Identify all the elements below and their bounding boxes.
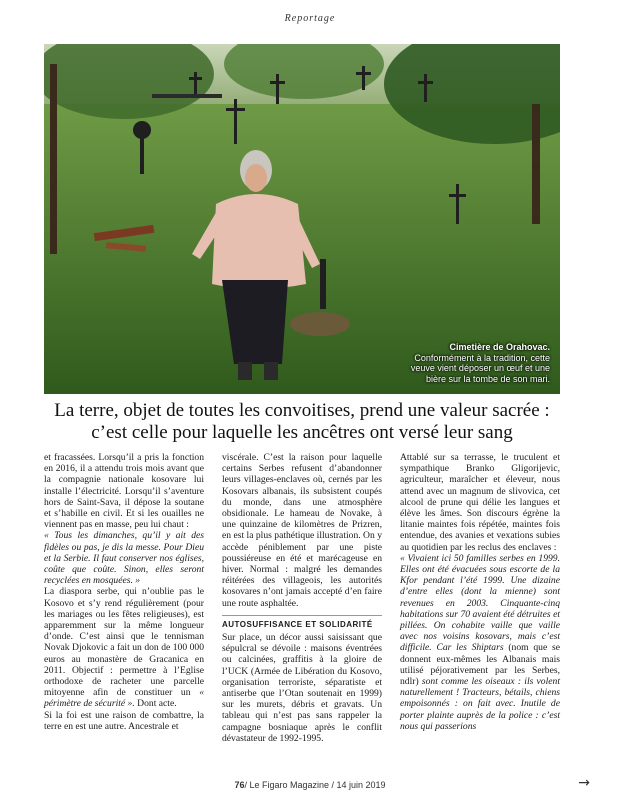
col1-paragraph-3: Si la foi est une raison de combattre, la terre en est une autre. Ancestrale et <box>44 709 204 732</box>
article-body <box>44 452 560 774</box>
cemetery-photo <box>44 44 560 394</box>
caption-body: Conformément à la tradition, cette veuve vient déposer un œuf et une bière sur la tombe de son mari. <box>410 352 550 384</box>
col3-quote-2: sont comme les oiseaux : ils volent naturellement ! Tracteurs, bétails, chiens empoisonnés : on fait avec. Inutile de porter plainte auprès de la police : c’est nous qui passerions <box>400 676 560 732</box>
col1-paragraph-2-end: Dont acte. <box>137 698 177 710</box>
col1-paragraph-2-text: La diaspora serbe, qui n’oublie pas le Kosovo et s’y rend régulièrement (pour les mariages ou les fêtes religieuses), est apparemment sur la même longueur d’onde. C’est ainsi que le tennisman Novak Djokovic a fait un don de 100 000 euros au monastère de Gracanica en 2011. Objectif : permettre à l’Eglise orthodoxe de racheter une parcelle mitoyenne afin de constituer un <box>44 586 204 699</box>
col2-subheading: AUTOSUFFISANCE ET SOLIDARITÉ <box>222 615 382 630</box>
column-2 <box>222 452 382 744</box>
col1-paragraph-2-quote: « périmètre de sécurité ». <box>44 687 204 710</box>
page-number: 76 <box>234 780 245 790</box>
col3-paragraph-1: Attablé sur sa terrasse, le truculent et sympathique Branko Gligorijevic, agriculteur, maraîcher et éleveur, nous attend avec un magnum de slivovica, cet alcool de prune qui délie les langues et élève les âmes. Son discours égrène la litanie maintes fois répétée, maintes fois entendue, des avanies et vexations subies au quotidien par les reclus des enclaves : <box>400 452 560 553</box>
publication-info: / Le Figaro Magazine / 14 juin 2019 <box>244 780 386 790</box>
col2-paragraph-2: Sur place, un décor aussi saisissant que sépulcral se dévoile : maisons éventrées ou calcinées, graffitis à la gloire de l’UCK (Armée de Libération du Kosovo, organisation terroriste, séparatiste et antiserbe que l’Otan soutenait en 1999) sur les murets, débris et gravats. Un tableau qui n’est pas sans rappeler la campagne bosniaque après le conflit dévastateur de 1992-1995. <box>222 632 382 744</box>
col1-quote-1: « Tous les dimanches, qu’il y ait des fidèles ou pas, je dis la messe. Pour Dieu et la Serbie. Il faut conserver nos églises, coûte que coûte. Sinon, elles seront recyclées en mosquées. » <box>44 530 204 587</box>
headline-line-1: La terre, objet de toutes les convoitises, prend une valeur sacrée : <box>54 400 550 421</box>
article-headline <box>44 400 560 444</box>
caption-title: Cimetière de Orahovac. <box>449 342 550 352</box>
column-1 <box>44 452 204 732</box>
section-label: Reportage <box>284 13 336 24</box>
col1-paragraph-1: et fracassées. Lorsqu’il a pris la fonction en 2016, il a attendu trois mois avant que la compagnie nationale kosovare lui installe l’électricité. Lorsqu’il s’aventure hors de Saint-Sava, il dépose la soutane et s’habille en civil. Et si les ouailles ne viennent pas en masse, peu lui chaut : <box>44 452 204 531</box>
col3-quote <box>400 553 560 732</box>
col3-aside: (nom que se donnent eux-mêmes les Albanais mais utilisé péjorativement par les Serbes, ndlr) <box>400 642 560 688</box>
arrow-right-icon: → <box>578 775 590 791</box>
col2-paragraph-1: viscérale. C’est la raison pour laquelle certains Serbes refusent d’abandonner leurs villages-enclaves où, cernés par les Kosovars albanais, ils subsistent coupés du monde, dans une atmosphère obsidionale. Le hameau de Novake, à une quinzaine de kilomètres de Prizren, en est la plus pathétique illustration. On y accède péniblement par une piste poussiéreuse en été et marécageuse en hiver. Normal : malgré les demandes réitérées des villageois, les autorités kosovares n’ont jamais accepté d’en faire une route asphaltée. <box>222 452 382 609</box>
headline-line-2: c’est celle pour laquelle les ancêtres ont versé leur sang <box>91 422 513 443</box>
photo-caption <box>400 342 550 384</box>
column-3 <box>400 452 560 732</box>
col1-paragraph-2 <box>44 586 204 709</box>
page-footer <box>0 780 620 790</box>
col3-quote-1: « Vivaient ici 50 familles serbes en 1999. Elles ont été évacuées sous escorte de la Kfor pendant l’été 1999. Une dizaine d’entre elles (dont la mienne) sont revenues en 2003. Cinquante-cinq habitations sur 70 avaient été détruites et pillées. On cohabite vaille que vaille avec nos voisins kosovars, mais c’est difficile. Car les Shiptars <box>400 552 560 654</box>
